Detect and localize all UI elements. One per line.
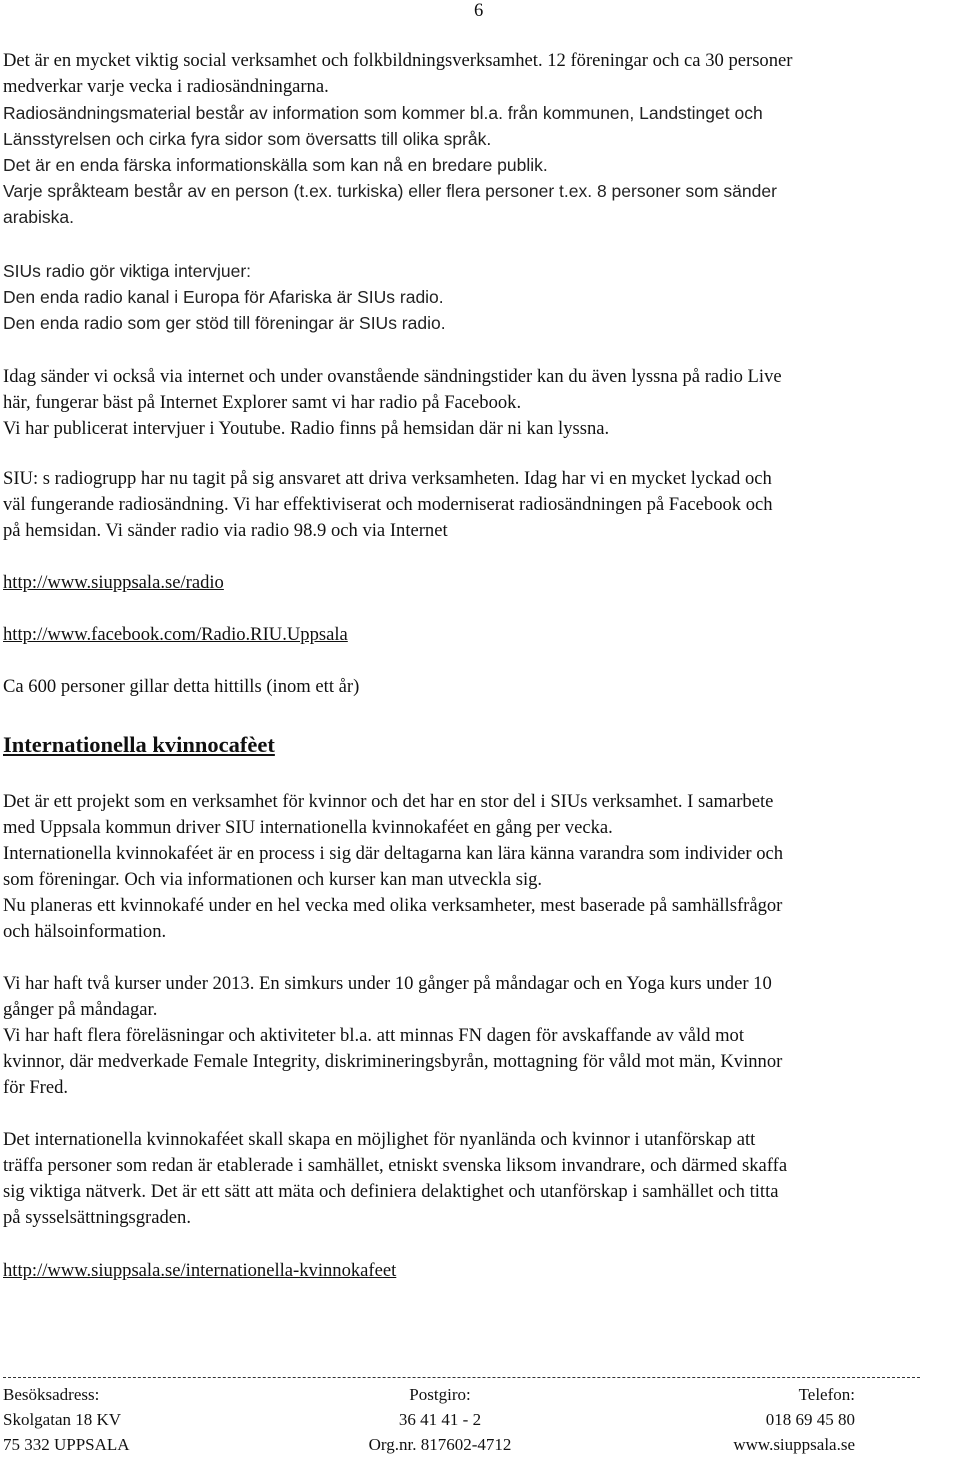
footer-postgiro-number: 36 41 41 - 2 bbox=[398, 1410, 482, 1429]
paragraph-line: Det är ett projekt som en verksamhet för kvinnor och det har en stor del i SIUs verksamhet. I samarbete bbox=[3, 791, 774, 812]
likes-text: Ca 600 personer gillar detta hittills (inom ett år) bbox=[3, 676, 360, 697]
paragraph-line: för Fred. bbox=[3, 1077, 69, 1098]
section-heading: Internationella kvinnocafèet bbox=[3, 732, 275, 757]
paragraph-line: Nu planeras ett kvinnokafé under en hel vecka med olika verksamheter, mest baserade på samhällsfrågor bbox=[3, 895, 783, 916]
paragraph-line: här, fungerar bäst på Internet Explorer samt vi har radio på Facebook. bbox=[3, 392, 522, 413]
paragraph-line: Vi har publicerat intervjuer i Youtube. Radio finns på hemsidan där ni kan lyssna. bbox=[3, 418, 610, 439]
paragraph-line: på hemsidan. Vi sänder radio via radio 98.9 och via Internet bbox=[3, 520, 448, 541]
footer-visit-street: Skolgatan 18 KV bbox=[3, 1410, 122, 1429]
paragraph-line: Idag sänder vi också via internet och under ovanstående sändningstider kan du även lyssna på radio Live bbox=[3, 366, 782, 387]
paragraph-line: Det är en mycket viktig social verksamhet och folkbildningsverksamhet. 12 föreningar och ca 30 personer bbox=[3, 50, 793, 71]
paragraph-line: SIUs radio gör viktiga intervjuer: bbox=[3, 261, 252, 281]
paragraph-line: arabiska. bbox=[3, 207, 75, 227]
footer-phone-label: Telefon: bbox=[798, 1385, 855, 1404]
footer-visit-city: 75 332 UPPSALA bbox=[3, 1435, 130, 1454]
paragraph-line: medverkar varje vecka i radiosändningarna. bbox=[3, 76, 329, 97]
paragraph-line: Länsstyrelsen och cirka fyra sidor som översatts till olika språk. bbox=[3, 129, 492, 149]
footer-orgnr: Org.nr. 817602-4712 bbox=[368, 1435, 512, 1454]
paragraph-line: Varje språkteam består av en person (t.ex. turkiska) eller flera personer t.ex. 8 personer som sänder bbox=[3, 181, 777, 201]
paragraph-line: Internationella kvinnokaféet är en process i sig där deltagarna kan lära känna varandra som individer och bbox=[3, 843, 784, 864]
footer-divider bbox=[3, 1377, 920, 1378]
paragraph-line: sig viktiga nätverk. Det är ett sätt att mäta och definiera delaktighet och utanförskap i samhället och titta bbox=[3, 1181, 779, 1202]
paragraph-line: väl fungerande radiosändning. Vi har effektiviserat och moderniserat radiosändningen på Facebook och bbox=[3, 494, 773, 515]
footer-phone-number: 018 69 45 80 bbox=[765, 1410, 855, 1429]
paragraph-line: och hälsoinformation. bbox=[3, 921, 167, 942]
paragraph-line: Radiosändningsmaterial består av information som kommer bl.a. från kommunen, Landstinget och bbox=[3, 103, 763, 123]
paragraph-line: kvinnor, där medverkade Female Integrity, diskrimineringsbyrån, mottagning för våld mot män, Kvinnor bbox=[3, 1051, 783, 1072]
kvinnokafe-link[interactable]: http://www.siuppsala.se/internationella-kvinnokafeet bbox=[3, 1260, 397, 1281]
footer-visit-label: Besöksadress: bbox=[3, 1385, 100, 1404]
paragraph-line: Det är en enda färska informationskälla som kan nå en bredare publik. bbox=[3, 155, 548, 175]
footer-postgiro-label: Postgiro: bbox=[409, 1385, 471, 1404]
paragraph-line: SIU: s radiogrupp har nu tagit på sig ansvaret att driva verksamheten. Idag har vi en mycket lyckad och bbox=[3, 468, 772, 489]
paragraph-line: med Uppsala kommun driver SIU internationella kvinnokaféet en gång per vecka. bbox=[3, 817, 613, 838]
radio-link[interactable]: http://www.siuppsala.se/radio bbox=[3, 572, 224, 593]
footer-website: www.siuppsala.se bbox=[733, 1435, 855, 1454]
paragraph-line: Den enda radio kanal i Europa för Afariska är SIUs radio. bbox=[3, 287, 444, 307]
paragraph-line: gånger på måndagar. bbox=[3, 999, 158, 1020]
page-number: 6 bbox=[474, 0, 484, 21]
paragraph-line: Vi har haft två kurser under 2013. En simkurs under 10 gånger på måndagar och en Yoga kurs under 10 bbox=[3, 973, 772, 994]
paragraph-line: på sysselsättningsgraden. bbox=[3, 1207, 191, 1228]
facebook-link[interactable]: http://www.facebook.com/Radio.RIU.Uppsala bbox=[3, 624, 348, 645]
paragraph-line: träffa personer som redan är etablerade i samhället, etniskt svenska liksom invandrare, och därmed skaffa bbox=[3, 1155, 788, 1176]
paragraph-line: Vi har haft flera föreläsningar och aktiviteter bl.a. att minnas FN dagen för avskaffande av våld mot bbox=[3, 1025, 744, 1046]
paragraph-line: Det internationella kvinnokaféet skall skapa en möjlighet för nyanlända och kvinnor i utanförskap att bbox=[3, 1129, 756, 1150]
paragraph-line: som föreningar. Och via informationen och kurser kan man utveckla sig. bbox=[3, 869, 543, 890]
paragraph-line: Den enda radio som ger stöd till föreningar är SIUs radio. bbox=[3, 313, 446, 333]
